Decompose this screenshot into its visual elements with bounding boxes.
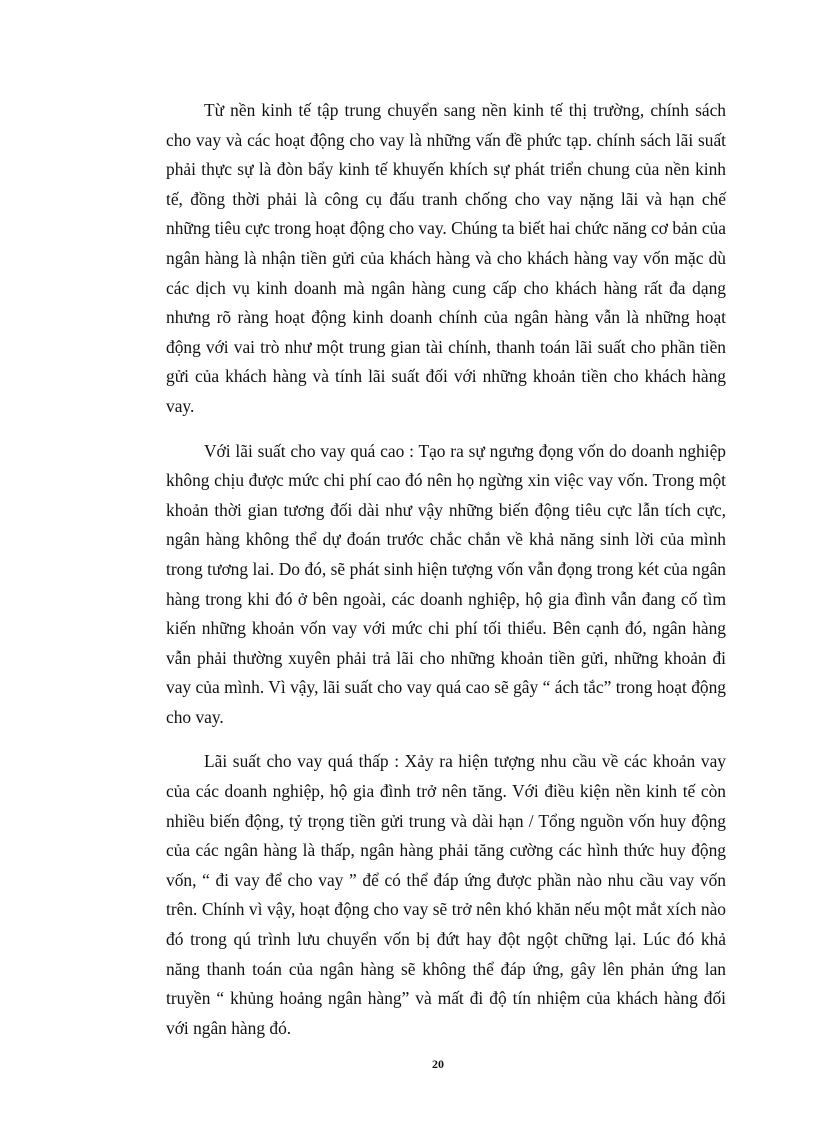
page-number: 20 [432, 1057, 444, 1071]
paragraph-2: Với lãi suất cho vay quá cao : Tạo ra sự ngưng đọng vốn do doanh nghiệp không chịu được mức chi phí cao đó nên họ ngừng xin việc vay vốn. Trong một khoản thời gian tương đối dài như vậy những biến động tiêu cực lẫn tích cực, ngân hàng không thể dự đoán trước chắc chắn về khả năng sinh lời của mình trong tương lai. Do đó, sẽ phát sinh hiện tượng vốn vẫn đọng trong két của ngân hàng trong khi đó ở bên ngoài, các doanh nghiệp, hộ gia đình vẫn đang cố tìm kiến những khoản vốn vay với mức chi phí tối thiểu. Bên cạnh đó, ngân hàng vẫn phải thường xuyên phải trả lãi cho những khoản tiền gửi, những khoản đi vay của mình. Vì vậy, lãi suất cho vay quá cao sẽ gây “ ách tắc” trong hoạt động cho vay. [166, 440, 726, 727]
paragraph-1: Từ nền kinh tế tập trung chuyển sang nền kinh tế thị trường, chính sách cho vay và các hoạt động cho vay là những vấn đề phức tạp. chính sách lãi suất phải thực sự là đòn bẩy kinh tế khuyến khích sự phát triển chung của nền kinh tế, đồng thời phải là công cụ đấu tranh chống cho vay nặng lãi và hạn chế những tiêu cực trong hoạt động cho vay. Chúng ta biết hai chức năng cơ bản của ngân hàng là nhận tiền gửi của khách hàng và cho khách hàng vay vốn mặc dù các dịch vụ kinh doanh mà ngân hàng cung cấp cho khách hàng rất đa dạng nhưng rõ ràng hoạt động kinh doanh chính của ngân hàng vẫn là những hoạt động với vai trò như một trung gian tài chính, thanh toán lãi suất cho phần tiền gửi của khách hàng và tính lãi suất đối với những khoản tiền cho khách hàng vay. [166, 100, 726, 416]
paragraph-3: Lãi suất cho vay quá thấp : Xảy ra hiện tượng nhu cầu về các khoản vay của các doanh nghiệp, hộ gia đình trở nên tăng. Với điều kiện nền kinh tế còn nhiều biến động, tỷ trọng tiền gửi trung và dài hạn / Tổng nguồn vốn huy động của các ngân hàng là thấp, ngân hàng phải tăng cường các hình thức huy động vốn, “ đi vay để cho vay ” để có thể đáp ứng được phần nào nhu cầu vay vốn trên. Chính vì vậy, hoạt động cho vay sẽ trở nên khó khăn nếu một mắt xích nào đó trong qú trình lưu chuyển vốn bị đứt hay đột ngột chững lại. Lúc đó khả năng thanh toán của ngân hàng sẽ không thể đáp ứng, gây lên phản ứng lan truyền “ khủng hoảng ngân hàng” và mất đi độ tín nhiệm của khách hàng đối với ngân hàng đó. [166, 751, 726, 1038]
document-body [166, 96, 726, 1058]
